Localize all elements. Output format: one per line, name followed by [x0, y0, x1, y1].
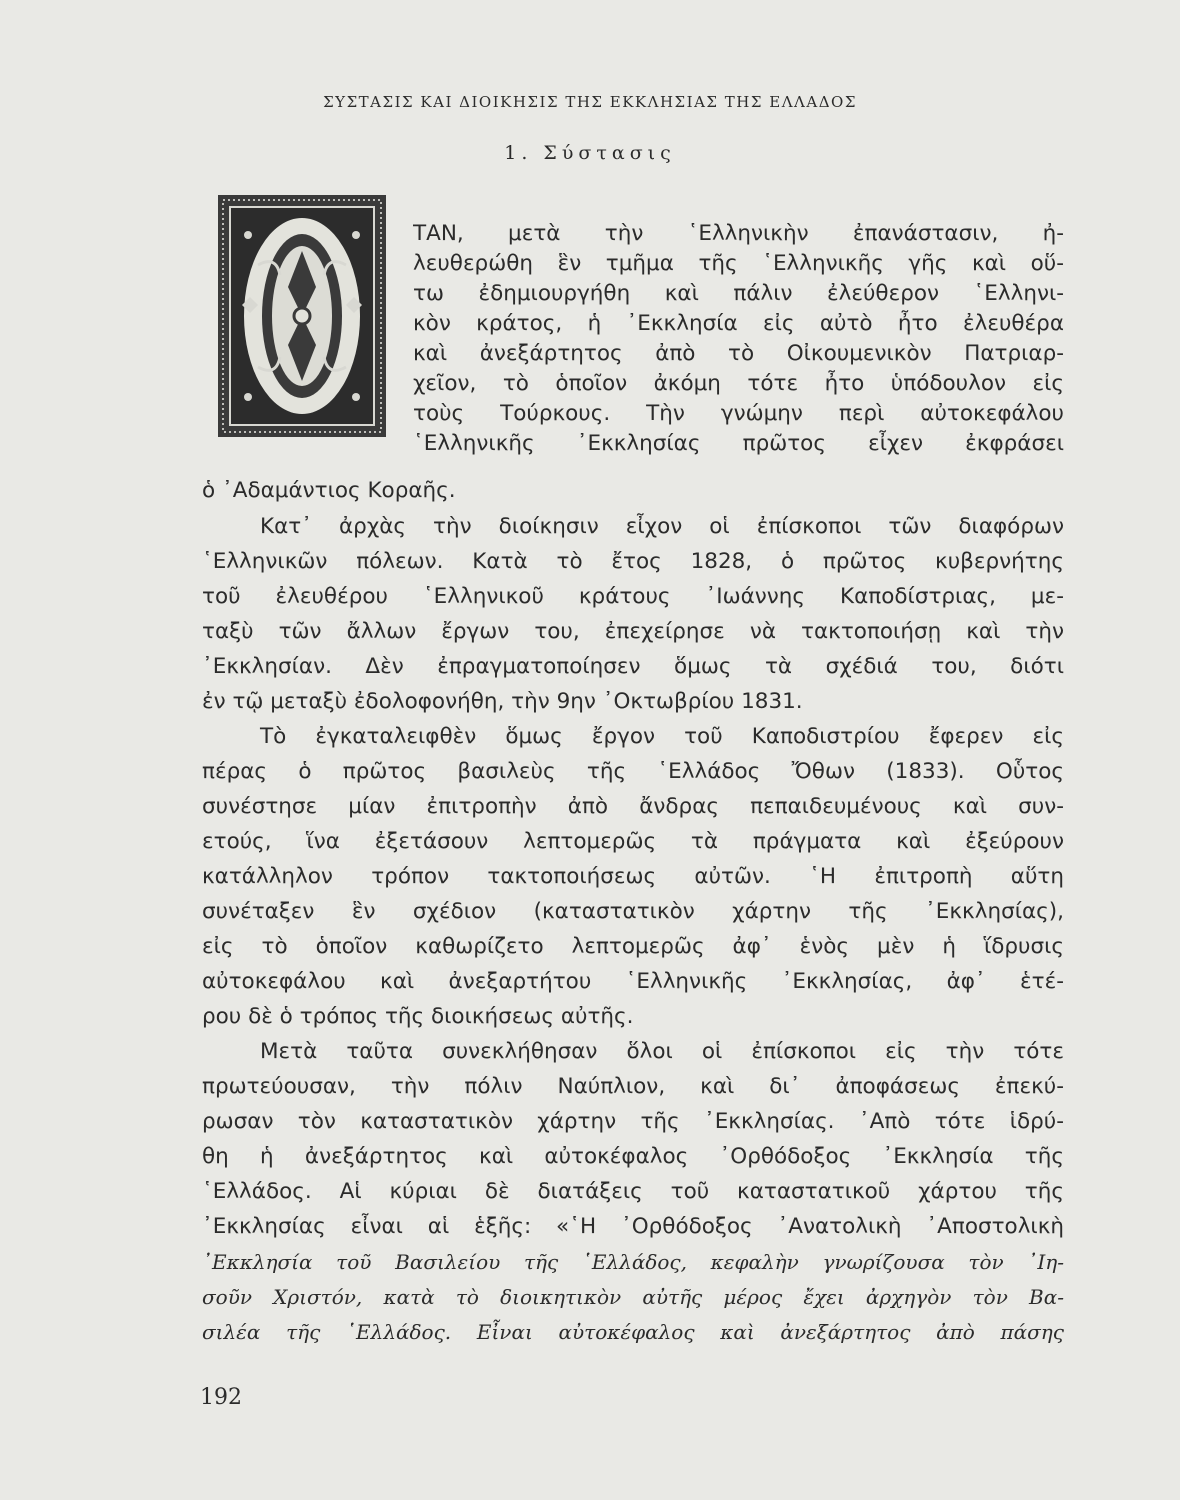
text-line: Μετὰ ταῦτα συνεκλήθησαν ὅλοι οἱ ἐπίσκοποι εἰς τὴν τότε: [260, 1039, 1064, 1064]
text-line: χεῖον, τὸ ὁποῖον ἀκόμη τότε ἦτο ὑπόδουλον εἰς: [413, 371, 1064, 396]
running-title: ΣΥΣΤΑΣΙΣ ΚΑΙ ΔΙΟΙΚΗΣΙΣ ΤΗΣ ΕΚΚΛΗΣΙΑΣ ΤΗΣ ΕΛΛΑΔΟΣ: [323, 93, 857, 111]
text-line: ἐν τῷ μεταξὺ ἐδολοφονήθη, τὴν 9ην ᾿Οκτωβρίου 1831.: [202, 689, 803, 714]
quoted-text-line: σοῦν Χριστόν, κατὰ τὸ διοικητικὸν αὐτῆς μέρος ἔχει ἀρχηγὸν τὸν Βα-: [202, 1285, 1064, 1309]
quoted-text-line: σιλέα τῆς ῾Ελλάδος. Εἶναι αὐτοκέφαλος καὶ ἀνεξάρτητος ἀπὸ πάσης: [202, 1320, 1064, 1344]
text-line: πέρας ὁ πρῶτος βασιλεὺς τῆς ῾Ελλάδος Ὄθων (1833). Οὗτος: [202, 759, 1064, 784]
text-line: ρωσαν τὸν καταστατικὸν χάρτην τῆς ᾿Εκκλησίας. ᾿Απὸ τότε ἱδρύ-: [202, 1109, 1064, 1134]
text-line: τοὺς Τούρκους. Τὴν γνώμην περὶ αὐτοκεφάλου: [413, 401, 1064, 426]
section-heading: 1. Σύστασις: [504, 142, 676, 164]
text-line: ῾Ελλάδος. Αἱ κύριαι δὲ διατάξεις τοῦ καταστατικοῦ χάρτου τῆς: [202, 1179, 1064, 1204]
text-line: εἰς τὸ ὁποῖον καθωρίζετο λεπτομερῶς ἀφ᾿ ἑνὸς μὲν ἡ ἵδρυσις: [202, 934, 1064, 959]
text-line: ῾Ελληνικῶν πόλεων. Κατὰ τὸ ἔτος 1828, ὁ πρῶτος κυβερνήτης: [202, 549, 1064, 574]
text-line: θη ἡ ἀνεξάρτητος καὶ αὐτοκέφαλος ᾿Ορθόδοξος ᾿Εκκλησία τῆς: [202, 1144, 1064, 1169]
text-line: λευθερώθη ἓν τμῆμα τῆς ῾Ελληνικῆς γῆς καὶ οὕ-: [413, 251, 1064, 276]
text-line: ετούς, ἵνα ἐξετάσουν λεπτομερῶς τὰ πράγματα καὶ ἐξεύρουν: [202, 829, 1064, 854]
text-line: ὁ ᾿Αδαμάντιος Κοραῆς.: [202, 478, 456, 503]
text-line: ᾿Εκκλησίαν. Δὲν ἐπραγματοποίησεν ὅμως τὰ σχέδιά του, διότι: [202, 654, 1064, 679]
text-line: κὸν κράτος, ἡ ᾿Εκκλησία εἰς αὐτὸ ἦτο ἐλευθέρα: [413, 311, 1064, 336]
ornamental-initial-icon: [218, 195, 386, 437]
text-line: καὶ ἀνεξάρτητος ἀπὸ τὸ Οἰκουμενικὸν Πατριαρ-: [413, 341, 1064, 366]
text-line: τω ἐδημιουργήθη καὶ πάλιν ἐλεύθερον ῾Ελληνι-: [413, 281, 1064, 306]
text-line: ᾿Εκκλησίας εἶναι αἱ ἑξῆς: «῾Η ᾿Ορθόδοξος ᾿Ανατολικὴ ᾿Αποστολικὴ: [202, 1214, 1064, 1239]
text-line: Τὸ ἐγκαταλειφθὲν ὅμως ἔργον τοῦ Καποδιστρίου ἔφερεν εἰς: [260, 724, 1064, 749]
text-line: ταξὺ τῶν ἄλλων ἔργων του, ἐπεχείρησε νὰ τακτοποιήσῃ καὶ τὴν: [202, 619, 1064, 644]
text-line: αὐτοκεφάλου καὶ ἀνεξαρτήτου ῾Ελληνικῆς ᾿Εκκλησίας, ἀφ᾿ ἑτέ-: [202, 969, 1064, 994]
quoted-text-line: ᾿Εκκλησία τοῦ Βασιλείου τῆς ῾Ελλάδος, κεφαλὴν γνωρίζουσα τὸν ᾿Ιη-: [202, 1250, 1064, 1274]
page-number: 192: [200, 1385, 242, 1410]
text-line: ρου δὲ ὁ τρόπος τῆς διοικήσεως αὐτῆς.: [202, 1004, 634, 1029]
text-line: Κατ᾿ ἀρχὰς τὴν διοίκησιν εἶχον οἱ ἐπίσκοποι τῶν διαφόρων: [260, 514, 1064, 539]
text-line: τοῦ ἐλευθέρου ῾Ελληνικοῦ κράτους ᾿Ιωάννης Καποδίστριας, με-: [202, 584, 1064, 609]
text-line: κατάλληλον τρόπον τακτοποιήσεως αὐτῶν. ῾Η ἐπιτροπὴ αὕτη: [202, 864, 1064, 889]
text-line: συνέταξεν ἓν σχέδιον (καταστατικὸν χάρτην τῆς ᾿Εκκλησίας),: [202, 899, 1064, 924]
text-line: συνέστησε μίαν ἐπιτροπὴν ἀπὸ ἄνδρας πεπαιδευμένους καὶ συν-: [202, 794, 1064, 819]
text-line: ῾Ελληνικῆς ᾿Εκκλησίας πρῶτος εἶχεν ἐκφράσει: [413, 431, 1064, 456]
text-line: ΤΑΝ, μετὰ τὴν ῾Ελληνικὴν ἐπανάστασιν, ἠ-: [413, 221, 1064, 246]
text-line: πρωτεύουσαν, τὴν πόλιν Ναύπλιον, καὶ δι᾿ ἀποφάσεως ἐπεκύ-: [202, 1074, 1064, 1099]
